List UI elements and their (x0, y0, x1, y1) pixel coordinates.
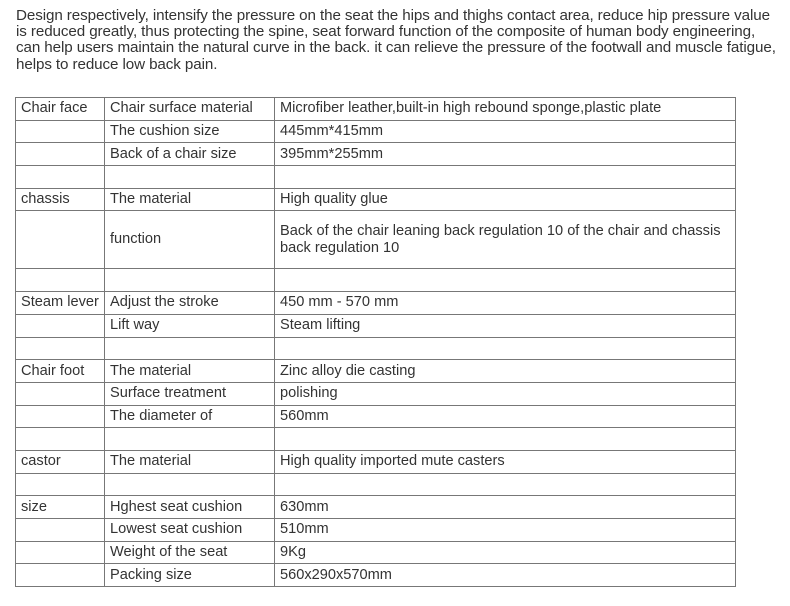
category-cell: chassis (16, 188, 105, 211)
table-row (16, 382, 736, 405)
value-cell: polishing (275, 382, 736, 405)
product-description: Design respectively, intensify the pressure on the seat the hips and thighs contact area, reduce hip pressure value is reduced greatly, thus protecting the spine, seat forward function of the composite of human body engineering, can help users maintain the natural curve in the back. it can relieve the pressure of the footwall and muscle fatigue, helps to reduce low back pain. (16, 7, 776, 73)
category-cell (16, 564, 105, 587)
value-cell: 395mm*255mm (275, 143, 736, 166)
table-row (16, 473, 736, 496)
table-row (16, 143, 736, 166)
category-cell (16, 269, 105, 292)
attribute-cell: Adjust the stroke (105, 292, 275, 315)
value-cell: 560x290x570mm (275, 564, 736, 587)
value-cell: 9Kg (275, 541, 736, 564)
table-row (16, 269, 736, 292)
value-cell: 560mm (275, 405, 736, 428)
category-cell (16, 405, 105, 428)
attribute-cell (105, 166, 275, 189)
attribute-cell: function (105, 211, 275, 269)
table-row (16, 337, 736, 360)
category-cell (16, 519, 105, 542)
category-cell (16, 473, 105, 496)
value-cell: Steam lifting (275, 314, 736, 337)
table-row (16, 120, 736, 143)
category-cell (16, 382, 105, 405)
attribute-cell: Weight of the seat (105, 541, 275, 564)
attribute-cell (105, 473, 275, 496)
category-cell (16, 166, 105, 189)
attribute-cell: The diameter of (105, 405, 275, 428)
category-cell (16, 211, 105, 269)
value-cell: High quality imported mute casters (275, 450, 736, 473)
category-cell: Steam lever (16, 292, 105, 315)
table-row (16, 541, 736, 564)
table-row (16, 166, 736, 189)
table-row (16, 188, 736, 211)
value-cell: Back of the chair leaning back regulation 10 of the chair and chassis back regulation 10 (275, 211, 736, 269)
spec-table (15, 97, 736, 587)
attribute-cell: The material (105, 450, 275, 473)
table-row (16, 450, 736, 473)
attribute-cell: The cushion size (105, 120, 275, 143)
value-cell (275, 269, 736, 292)
value-cell: 450 mm - 570 mm (275, 292, 736, 315)
value-cell: High quality glue (275, 188, 736, 211)
table-row (16, 564, 736, 587)
table-row (16, 292, 736, 315)
value-cell: Zinc alloy die casting (275, 360, 736, 383)
table-row (16, 519, 736, 542)
attribute-cell (105, 269, 275, 292)
category-cell (16, 143, 105, 166)
category-cell (16, 428, 105, 451)
table-row (16, 496, 736, 519)
value-cell: 445mm*415mm (275, 120, 736, 143)
value-cell (275, 166, 736, 189)
attribute-cell: Back of a chair size (105, 143, 275, 166)
value-cell: 510mm (275, 519, 736, 542)
attribute-cell: Chair surface material (105, 98, 275, 121)
attribute-cell: Surface treatment (105, 382, 275, 405)
category-cell: Chair face (16, 98, 105, 121)
attribute-cell: Lowest seat cushion (105, 519, 275, 542)
category-cell: size (16, 496, 105, 519)
attribute-cell: Lift way (105, 314, 275, 337)
table-row (16, 98, 736, 121)
attribute-cell: Packing size (105, 564, 275, 587)
category-cell (16, 337, 105, 360)
table-row (16, 428, 736, 451)
category-cell: Chair foot (16, 360, 105, 383)
attribute-cell (105, 428, 275, 451)
table-row (16, 314, 736, 337)
table-row (16, 405, 736, 428)
attribute-cell: Hghest seat cushion (105, 496, 275, 519)
value-cell: 630mm (275, 496, 736, 519)
table-row (16, 360, 736, 383)
category-cell (16, 541, 105, 564)
value-cell (275, 473, 736, 496)
value-cell (275, 337, 736, 360)
category-cell: castor (16, 450, 105, 473)
value-cell: Microfiber leather,built-in high rebound sponge,plastic plate (275, 98, 736, 121)
attribute-cell (105, 337, 275, 360)
category-cell (16, 120, 105, 143)
table-row (16, 211, 736, 269)
attribute-cell: The material (105, 188, 275, 211)
attribute-cell: The material (105, 360, 275, 383)
value-cell (275, 428, 736, 451)
category-cell (16, 314, 105, 337)
